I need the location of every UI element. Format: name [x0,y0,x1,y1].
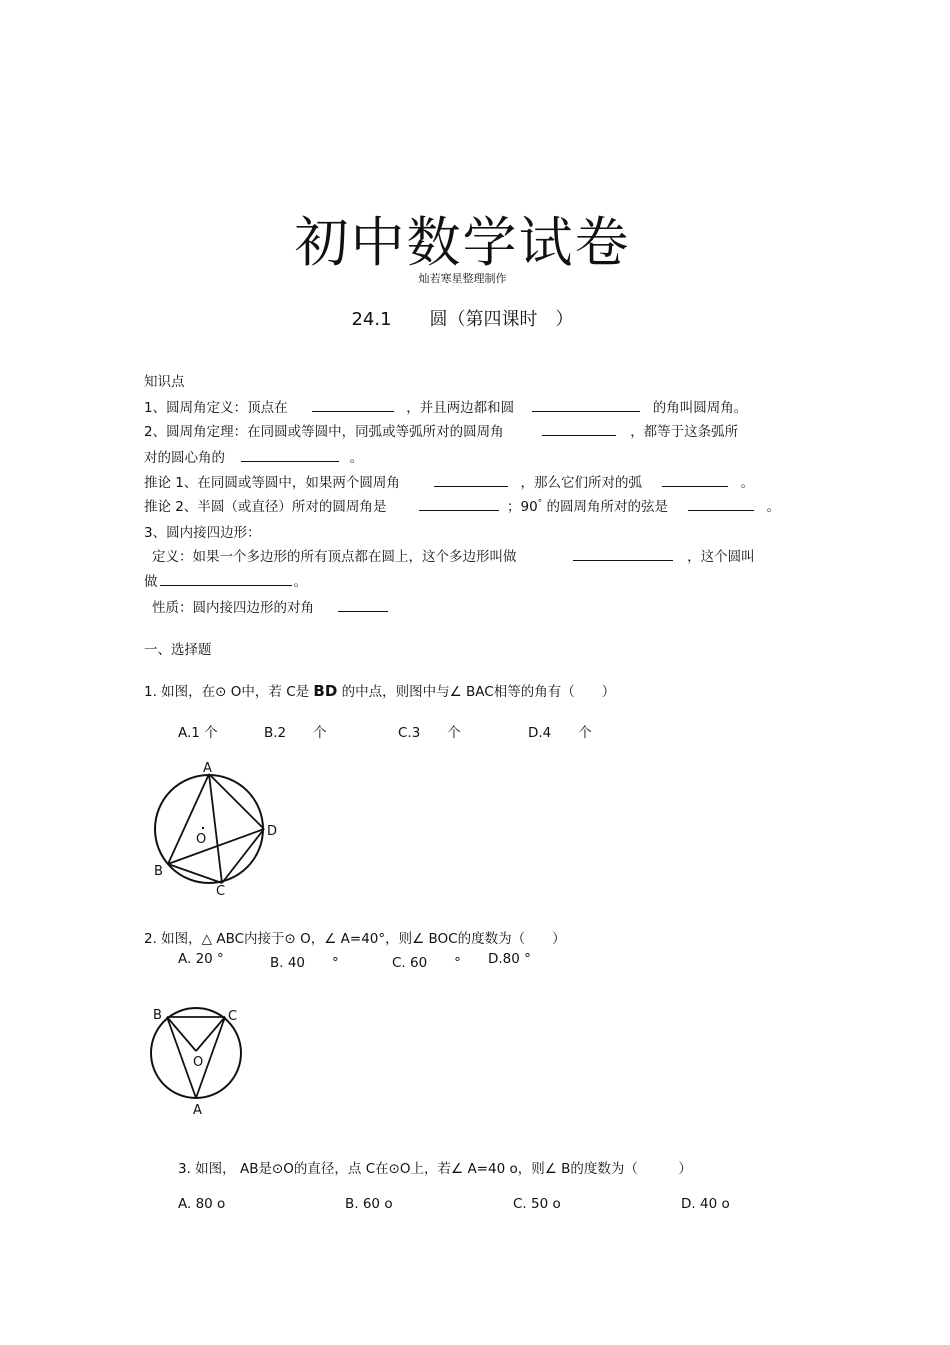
q1-figure [140,755,290,900]
knowledge-line-4 [144,471,754,491]
line-text: 。 [349,450,364,466]
q2-figure [140,1003,260,1123]
line-text: 。 [740,475,755,491]
arc-bd: BD [313,682,338,700]
fill-blank[interactable] [573,546,673,561]
fill-blank[interactable] [662,472,728,487]
line-text: 。 [293,574,307,590]
section-heading: 一、选择题 [144,642,212,658]
knowledge-line-9 [152,596,388,616]
label-o: O [196,832,207,847]
knowledge-line-2 [144,420,738,440]
line-text: 的角叫圆周角。 [652,400,748,416]
segment-ac [209,774,222,883]
label-b: B [154,864,163,879]
fill-blank[interactable] [312,397,394,412]
line-text: 推论 1、在同圆或等圆中，如果两个圆周角 [144,475,400,491]
line-text: ，都等于这条弧所 [630,424,739,440]
line-text: ，那么它们所对的弧 [520,475,642,491]
line-text: 2、圆周角定理：在同圆或等圆中，同弧或等弧所对的圆周角 [144,424,504,440]
knowledge-line-7 [152,545,755,565]
line-text: ，这个圆叫 [687,549,755,565]
question-text: 的中点，则图中与∠ BAC相等的角有（ ） [341,684,616,700]
knowledge-line-5 [144,495,780,515]
line-text: 。 [766,499,781,515]
q2-option-a[interactable]: A. 20 ° [178,951,224,967]
label-o: O [193,1055,204,1070]
label-a: A [193,1103,202,1118]
q2-option-d[interactable]: D.80 ° [488,951,531,967]
circle-o [155,775,263,883]
label-c: C [228,1009,238,1024]
fill-blank[interactable] [338,597,388,612]
q3-option-d[interactable]: D. 40 o [681,1196,730,1212]
line-text: ，并且两边都和圆 [406,400,515,416]
line-text: 推论 2、半圆（或直径）所对的圆周角是 [144,499,387,515]
line-text: 性质：圆内接四边形的对角 [152,600,314,616]
q2-option-c[interactable]: C. 60 ° [392,955,461,971]
label-b: B [153,1008,162,1023]
question-1 [144,680,615,700]
q3-option-a[interactable]: A. 80 o [178,1196,226,1212]
page-title: 初中数学试卷 [294,211,631,274]
fill-blank[interactable] [532,397,640,412]
fill-blank[interactable] [434,472,508,487]
lesson-title [0,305,925,331]
label-d: D [267,824,278,839]
knowledge-heading: 知识点 [144,374,185,390]
label-a: A [203,761,212,776]
q3-option-c[interactable]: C. 50 o [513,1196,561,1212]
lesson-name: 圆（第四课时 ） [429,309,574,330]
line-text: 的圆周角所对的弦是 [546,499,668,515]
q1-option-c[interactable]: C.3 个 [398,725,461,741]
segment-ob [167,1017,196,1051]
lesson-number: 24.1 [351,309,392,330]
center-point [202,827,204,829]
knowledge-line-6: 3、圆内接四边形： [144,525,261,541]
q2-option-b[interactable]: B. 40 ° [270,955,339,971]
fill-blank[interactable] [241,447,339,462]
q1-option-d[interactable]: D.4 个 [528,725,592,741]
fill-blank[interactable] [688,496,754,511]
line-text: 对的圆心角的 [144,450,225,466]
degree-sign: ° [537,498,543,509]
line-text: 做 [144,574,158,590]
fill-blank[interactable] [160,571,292,586]
label-c: C [216,884,226,899]
question-2: 2. 如图，△ ABC内接于⊙ O，∠ A=40°，则∠ BOC的度数为（ ） [144,931,566,947]
line-text: ；90 [506,499,538,515]
question-text: 1. 如图，在⊙ O中，若 C是 [144,684,310,700]
knowledge-line-8 [144,570,307,590]
q3-option-b[interactable]: B. 60 o [345,1196,393,1212]
fill-blank[interactable] [419,496,499,511]
segment-ab [167,1017,196,1098]
fill-blank[interactable] [542,421,616,436]
line-text: 1、圆周角定义：顶点在 [144,400,288,416]
q1-option-b[interactable]: B.2 个 [264,725,327,741]
segment-oc [196,1017,225,1051]
line-text: 定义：如果一个多边形的所有顶点都在圆上，这个多边形叫做 [152,549,517,565]
subtitle: 灿若寒星整理制作 [418,272,507,285]
knowledge-line-3 [144,446,363,466]
knowledge-line-1 [144,396,747,416]
q1-option-a[interactable]: A.1 个 [178,725,218,741]
question-3: 3. 如图， AB是⊙O的直径，点 C在⊙O上，若∠ A=40 o，则∠ B的度数为（ ） [178,1161,692,1177]
